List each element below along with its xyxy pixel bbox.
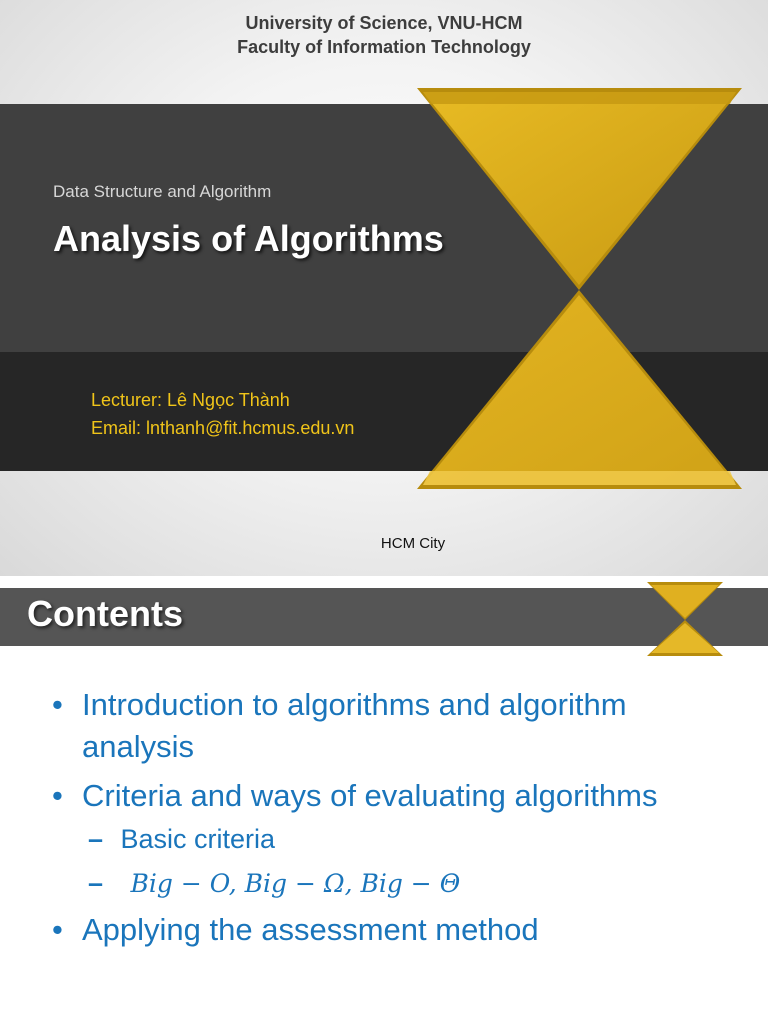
city-label: HCM City bbox=[380, 535, 446, 552]
lecturer-name: Lecturer: Lê Ngọc Thành bbox=[91, 390, 290, 410]
faculty-name: Faculty of Information Technology bbox=[237, 37, 531, 57]
lecturer-email: Email: lnthanh@fit.hcmus.edu.vn bbox=[91, 418, 355, 438]
bullet-item-criteria bbox=[52, 775, 752, 817]
bullet-text-line2: analysis bbox=[82, 729, 194, 764]
sub-item-basic-criteria bbox=[88, 824, 275, 855]
bullet-symbol: • bbox=[52, 687, 63, 722]
bullet-text bbox=[82, 684, 627, 768]
bullet-symbol: • bbox=[52, 778, 63, 813]
bullet-text-line1: Introduction to algorithms and algorithm bbox=[82, 687, 627, 722]
bullet-item-applying bbox=[52, 909, 752, 951]
bullet-text: Criteria and ways of evaluating algorithms bbox=[82, 778, 658, 813]
dash-symbol: – bbox=[88, 824, 104, 854]
bullet-item-introduction bbox=[52, 684, 752, 768]
bullet-text: Applying the assessment method bbox=[82, 912, 539, 947]
dash-symbol: – bbox=[88, 868, 104, 898]
math-notation: Big − O, Big − Ω, Big − Θ bbox=[130, 869, 461, 898]
sub-item-notations bbox=[88, 868, 460, 899]
sub-item-text: Basic criteria bbox=[120, 824, 276, 854]
contents-heading: Contents bbox=[27, 593, 183, 634]
contents-slide bbox=[0, 576, 768, 1024]
slide-title: Analysis of Algorithms bbox=[53, 218, 444, 259]
university-name: University of Science, VNU-HCM bbox=[245, 13, 523, 33]
bullet-symbol: • bbox=[52, 912, 63, 947]
course-subtitle: Data Structure and Algorithm bbox=[53, 182, 272, 201]
mini-hourglass-decoration bbox=[645, 578, 727, 658]
